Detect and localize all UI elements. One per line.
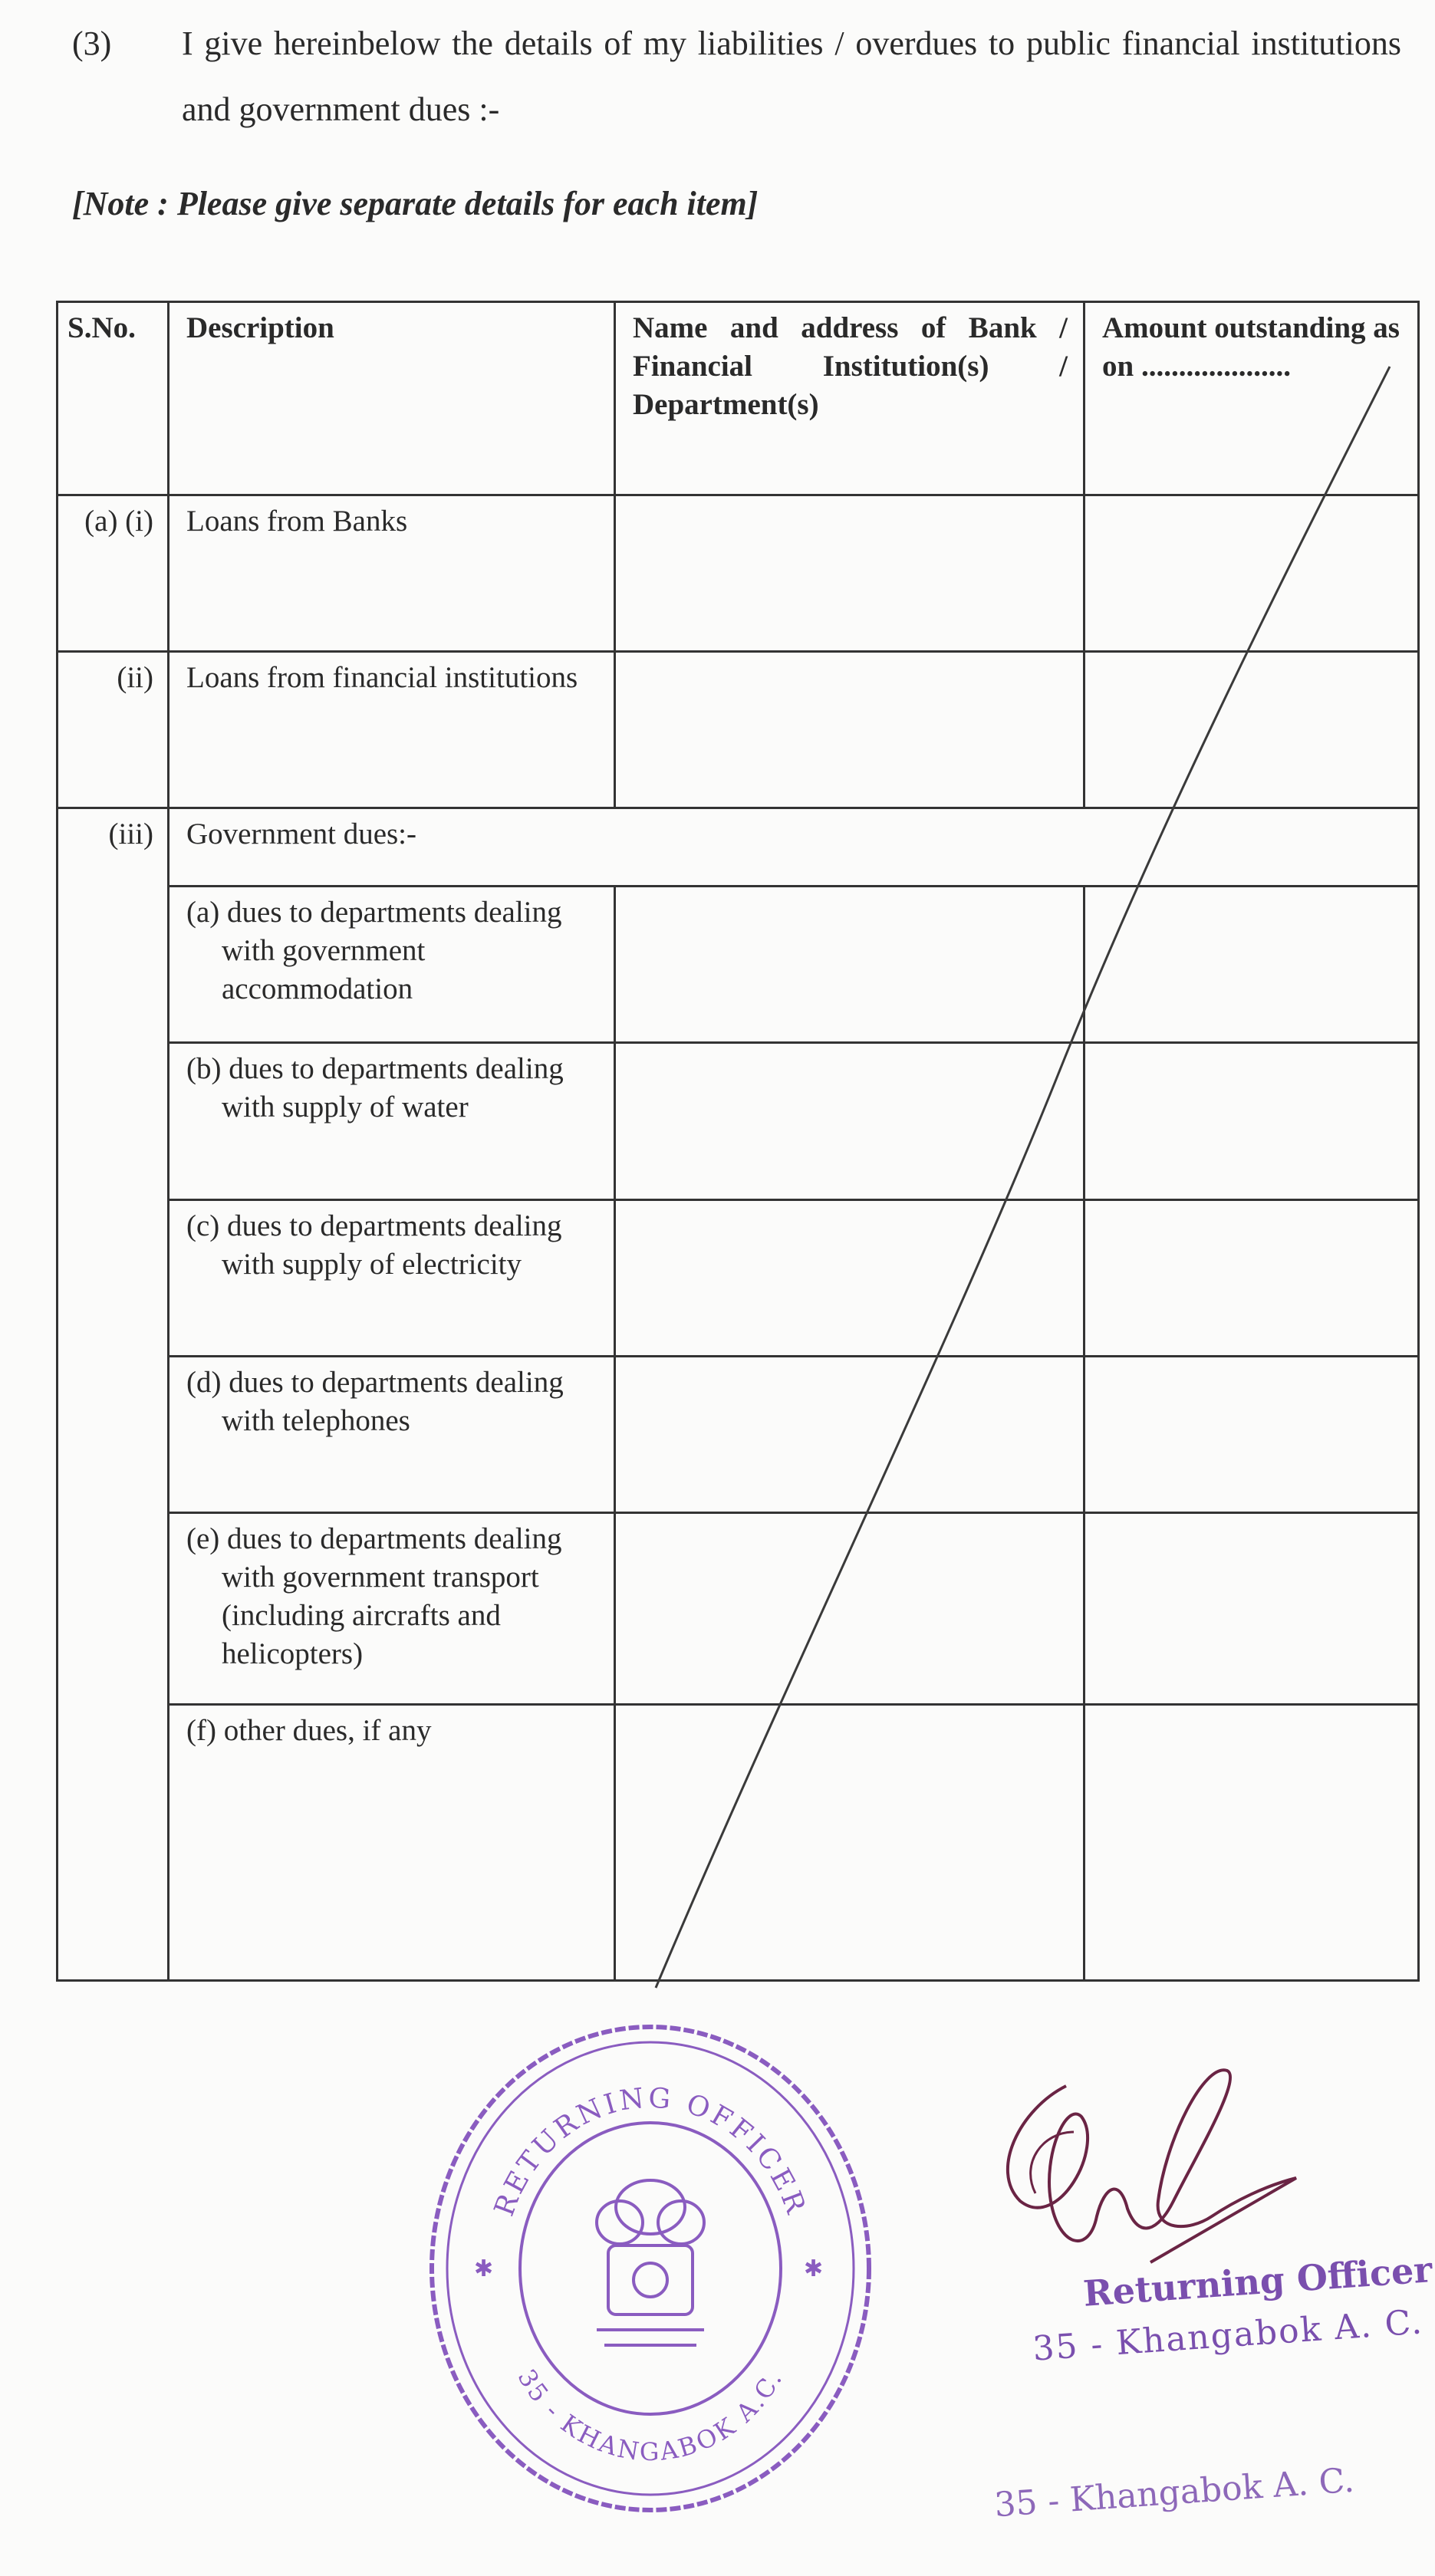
- row-bank-cell[interactable]: [615, 495, 1084, 652]
- officer-stamp-title: Returning Officer: [1081, 2249, 1434, 2314]
- row-bank-cell[interactable]: [615, 1357, 1084, 1513]
- paragraph-number: (3): [72, 25, 112, 62]
- table-row: [58, 887, 1419, 1043]
- row-sno: (iii): [58, 808, 169, 1981]
- row-amount-cell[interactable]: [1084, 1357, 1419, 1513]
- row-amount-cell[interactable]: [1084, 1513, 1419, 1705]
- emblem-icon: [597, 2180, 704, 2345]
- row-amount-cell[interactable]: [1084, 495, 1419, 652]
- svg-text:✱: ✱: [474, 2256, 494, 2282]
- header-description: Description: [169, 302, 615, 495]
- liabilities-table: [56, 301, 1420, 1982]
- officer-stamp-repeat: 35 - Khangabok A. C.: [992, 2460, 1356, 2525]
- sub-item-f: (f) other dues, if any: [169, 1705, 615, 1981]
- row-description: Loans from financial institutions: [169, 652, 615, 808]
- table-row: [58, 1200, 1419, 1357]
- seal-bottom-text: 35 - KHANGABOK A.C.: [512, 2364, 789, 2467]
- row-amount-cell[interactable]: [1084, 887, 1419, 1043]
- table-row: [58, 1043, 1419, 1200]
- header-sno: S.No.: [58, 302, 169, 495]
- note-text: [Note : Please give separate details for each item]: [72, 185, 759, 222]
- row-bank-cell[interactable]: [615, 1705, 1084, 1981]
- row-bank-cell[interactable]: [615, 1043, 1084, 1200]
- header-bank: Name and address of Bank / Financial Institution(s) / Department(s): [615, 302, 1084, 495]
- row-bank-cell[interactable]: [615, 1200, 1084, 1357]
- sub-item-c: (c) dues to departments dealing with supply of electricity: [169, 1200, 615, 1357]
- sub-item-d: (d) dues to departments dealing with telephones: [169, 1357, 615, 1513]
- sub-item-b: (b) dues to departments dealing with supply of water: [169, 1043, 615, 1200]
- sub-item-e: (e) dues to departments dealing with government transport (including aircrafts and helicopters): [169, 1513, 615, 1705]
- officer-stamp-constituency: 35 - Khangabok A. C.: [1031, 2302, 1425, 2369]
- row-amount-cell[interactable]: [1084, 1043, 1419, 1200]
- row-bank-cell[interactable]: [615, 887, 1084, 1043]
- header-amount: Amount outstanding as on ....................: [1084, 302, 1419, 495]
- table-row: [58, 1513, 1419, 1705]
- row-description: Loans from Banks: [169, 495, 615, 652]
- table-row: [58, 808, 1419, 887]
- row-amount-cell[interactable]: [1084, 1705, 1419, 1981]
- sub-item-a: (a) dues to departments dealing with government accommodation: [169, 887, 615, 1043]
- row-sno: (a) (i): [58, 495, 169, 652]
- returning-officer-seal: [420, 2015, 880, 2522]
- row-amount-cell[interactable]: [1084, 652, 1419, 808]
- row-bank-cell[interactable]: [615, 1513, 1084, 1705]
- table-header-row: [58, 302, 1419, 495]
- paragraph-text: I give hereinbelow the details of my liabilities / overdues to public financial institutions and government dues :-: [182, 25, 1401, 128]
- table-row: [58, 495, 1419, 652]
- row-sno: (ii): [58, 652, 169, 808]
- table-row: [58, 1705, 1419, 1981]
- row-bank-cell[interactable]: [615, 652, 1084, 808]
- row-amount-cell[interactable]: [1084, 1200, 1419, 1357]
- table-row: [58, 652, 1419, 808]
- svg-text:✱: ✱: [804, 2256, 824, 2282]
- row-description: Government dues:-: [169, 808, 1419, 887]
- table-row: [58, 1357, 1419, 1513]
- seal-top-text: RETURNING OFFICER: [489, 2082, 812, 2221]
